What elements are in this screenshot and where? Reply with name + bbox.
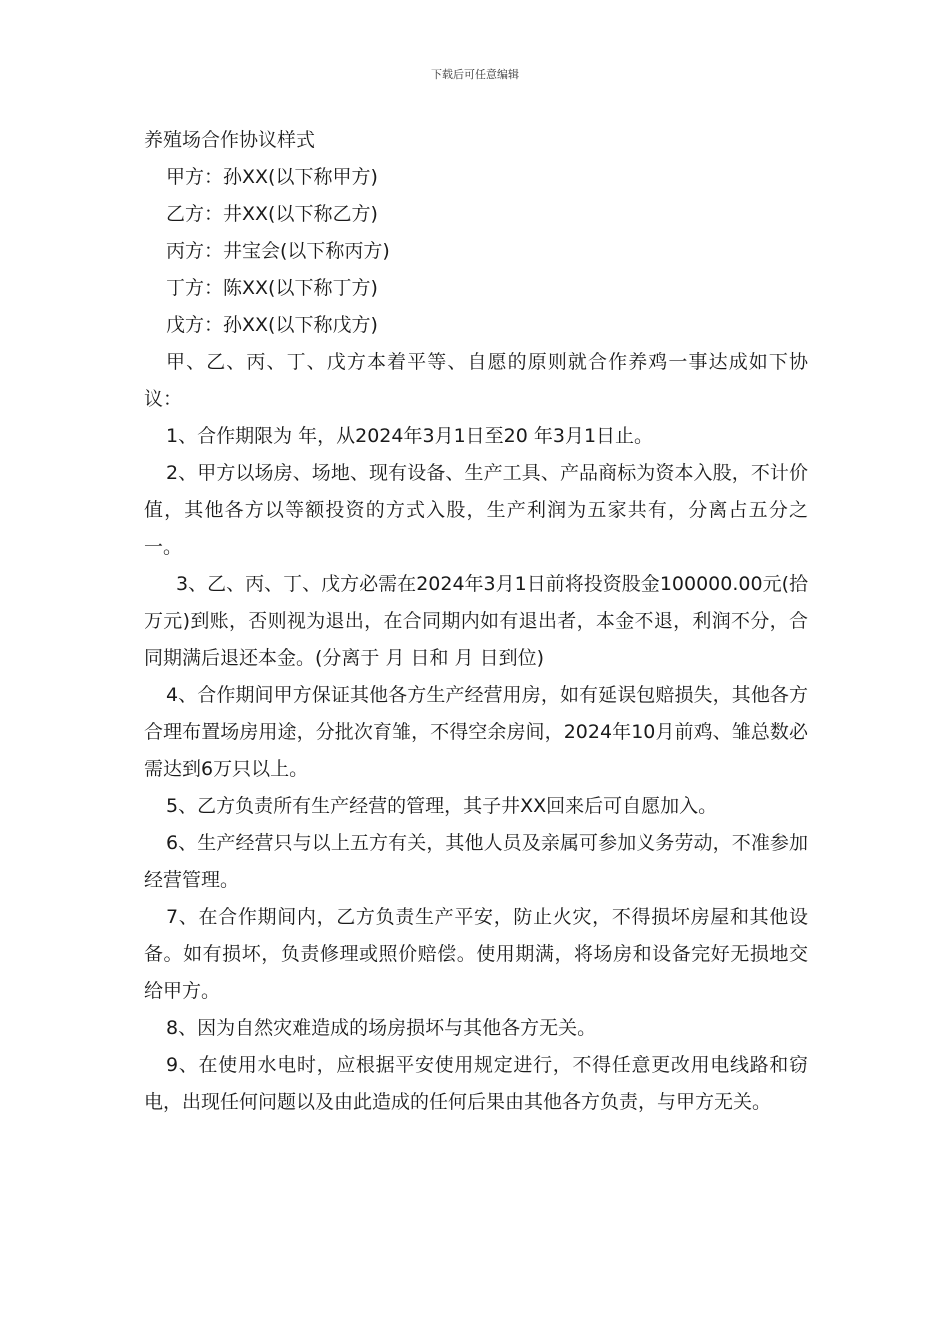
party-a: 甲方：孙XX(以下称甲方) [166,166,378,188]
party-b: 乙方：井XX(以下称乙方) [166,203,378,225]
clause-7: 7、在合作期间内，乙方负责生产平安，防止火灾，不得损坏房屋和其他设备。如有损坏，负责修理或照价赔偿。使用期满，将场房和设备完好无损地交给甲方。 [144,906,808,1002]
clause-6: 6、生产经营只与以上五方有关，其他人员及亲属可参加义务劳动，不准参加经营管理。 [144,832,808,891]
clause-1: 1、合作期限为 年，从2024年3月1日至20 年3月1日止。 [166,425,654,447]
clause-5: 5、乙方负责所有生产经营的管理，其子井XX回来后可自愿加入。 [166,795,718,817]
intro-paragraph: 甲、乙、丙、丁、戊方本着平等、自愿的原则就合作养鸡一事达成如下协议： [144,351,808,410]
document-body [144,122,808,1121]
party-d: 丁方：陈XX(以下称丁方) [166,277,378,299]
clause-9: 9、在使用水电时，应根据平安使用规定进行，不得任意更改用电线路和窃电，出现任何问题以及由此造成的任何后果由其他各方负责，与甲方无关。 [144,1054,808,1113]
clause-4: 4、合作期间甲方保证其他各方生产经营用房，如有延误包赔损失，其他各方合理布置场房用途，分批次育雏，不得空余房间，2024年10月前鸡、雏总数必需达到6万只以上。 [144,684,808,780]
clause-8: 8、因为自然灾难造成的场房损坏与其他各方无关。 [166,1017,597,1039]
document-title: 养殖场合作协议样式 [144,129,316,151]
party-c: 丙方：井宝会(以下称丙方) [166,240,390,262]
party-e: 戊方：孙XX(以下称戊方) [166,314,378,336]
header-note: 下载后可任意编辑 [431,68,519,81]
clause-3: 3、乙、丙、丁、戊方必需在2024年3月1日前将投资股金100000.00元(拾万元)到账，否则视为退出，在合同期内如有退出者，本金不退，利润不分，合同期满后退还本金。(分离于 月 日和 月 日到位) [144,573,808,669]
clause-2: 2、甲方以场房、场地、现有设备、生产工具、产品商标为资本入股，不计价值，其他各方以等额投资的方式入股，生产利润为五家共有，分离占五分之一。 [144,462,808,558]
